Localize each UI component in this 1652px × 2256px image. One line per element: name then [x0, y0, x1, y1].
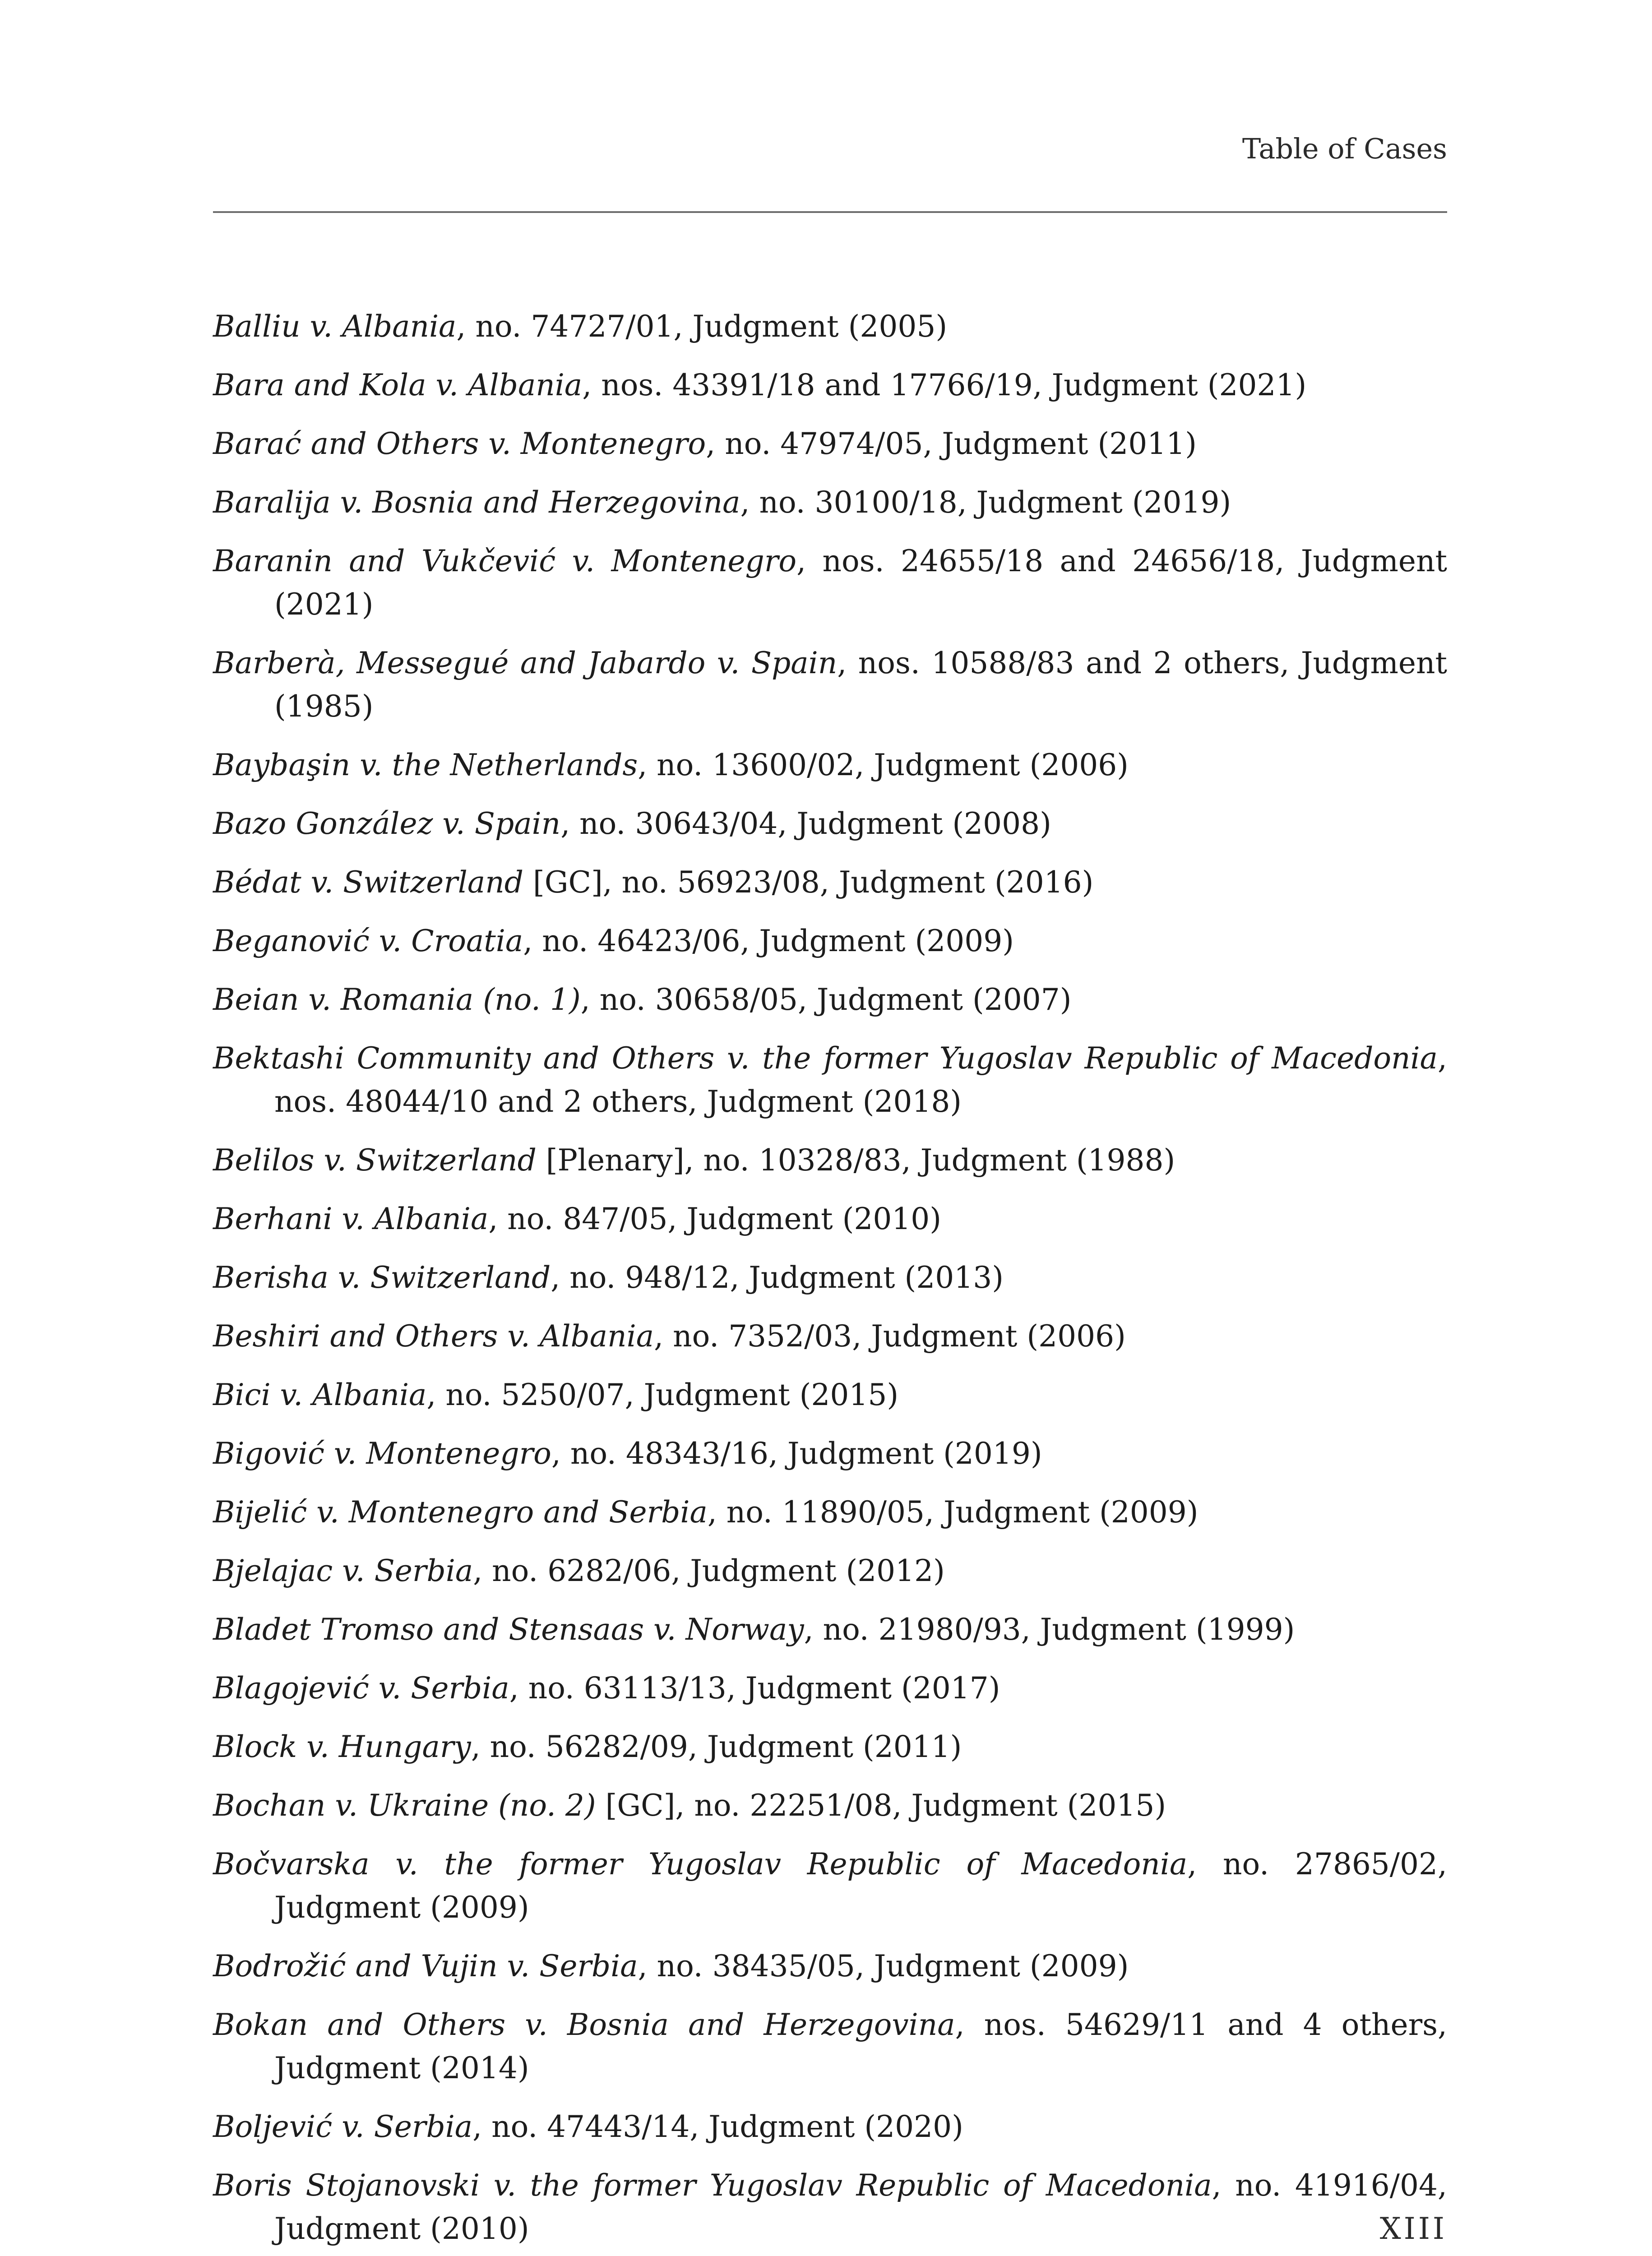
case-citation: , no. 47974/05, Judgment (2011) [706, 426, 1197, 461]
case-entry [213, 481, 1447, 524]
case-entry [213, 744, 1447, 787]
case-entry [213, 1945, 1447, 1988]
case-entry [213, 2003, 1447, 2090]
case-citation: , no. 30643/04, Judgment (2008) [560, 806, 1051, 841]
case-entry [213, 305, 1447, 348]
case-name: Bektashi Community and Others v. the former Yugoslav Republic of Macedonia [213, 1041, 1438, 1076]
case-entry [213, 1725, 1447, 1769]
case-entry [213, 1608, 1447, 1651]
case-citation: , nos. 54629/11 and 4 others, Judgment (2014) [274, 2007, 1447, 2085]
case-entry [213, 1139, 1447, 1182]
case-entry [213, 1843, 1447, 1929]
case-name: Beshiri and Others v. Albania [213, 1319, 654, 1354]
case-name: Bochan v. Ukraine (no. 2) [213, 1788, 596, 1823]
case-name: Blagojević v. Serbia [213, 1671, 509, 1706]
case-citation: , no. 47443/14, Judgment (2020) [472, 2109, 963, 2144]
case-name: Baranin and Vukčević v. Montenegro [213, 544, 797, 578]
case-name: Balliu v. Albania [213, 309, 457, 344]
case-name: Bladet Tromso and Stensaas v. Norway [213, 1612, 804, 1647]
case-entry [213, 1432, 1447, 1475]
case-name: Bijelić v. Montenegro and Serbia [213, 1495, 708, 1530]
case-name: Boljević v. Serbia [213, 2109, 473, 2144]
header-rule [213, 211, 1447, 213]
case-name: Bodrožić and Vujin v. Serbia [213, 1949, 638, 1983]
case-name: Beian v. Romania (no. 1) [213, 982, 581, 1017]
case-citation: , no. 7352/03, Judgment (2006) [654, 1319, 1126, 1354]
case-citation: [Plenary], no. 10328/83, Judgment (1988) [536, 1143, 1175, 1178]
case-citation: , no. 56282/09, Judgment (2011) [471, 1729, 962, 1764]
case-entry [213, 2105, 1447, 2149]
case-entry [213, 861, 1447, 904]
case-name: Berisha v. Switzerland [213, 1260, 551, 1295]
case-entry [213, 1373, 1447, 1417]
case-entry [213, 642, 1447, 728]
case-name: Bigović v. Montenegro [213, 1436, 551, 1471]
case-citation: , no. 38435/05, Judgment (2009) [638, 1949, 1129, 1983]
case-citation: , no. 63113/13, Judgment (2017) [509, 1671, 1000, 1706]
case-name: Berhani v. Albania [213, 1202, 489, 1236]
case-entry [213, 978, 1447, 1022]
case-citation: , nos. 43391/18 and 17766/19, Judgment (2021) [582, 368, 1307, 402]
case-citation: , no. 948/12, Judgment (2013) [551, 1260, 1004, 1295]
case-name: Bazo González v. Spain [213, 806, 561, 841]
case-entry [213, 540, 1447, 626]
case-name: Bédat v. Switzerland [213, 865, 524, 900]
case-citation: , no. 13600/02, Judgment (2006) [638, 748, 1129, 782]
case-citation: , no. 21980/93, Judgment (1999) [804, 1612, 1295, 1647]
case-name: Bjelajac v. Serbia [213, 1553, 473, 1588]
page-number: XIII [1379, 2211, 1447, 2246]
case-name: Bočvarska v. the former Yugoslav Republic of Macedonia [213, 1847, 1188, 1882]
case-name: Bara and Kola v. Albania [213, 368, 583, 402]
case-citation: , nos. 48044/10 and 2 others, Judgment (2018) [274, 1041, 1447, 1119]
case-citation: , no. 847/05, Judgment (2010) [488, 1202, 942, 1236]
case-citation: [GC], no. 22251/08, Judgment (2015) [596, 1788, 1166, 1823]
case-name: Baybaşin v. the Netherlands [213, 748, 638, 782]
case-entry [213, 1197, 1447, 1241]
case-citation: , no. 74727/01, Judgment (2005) [456, 309, 948, 344]
case-entry [213, 1315, 1447, 1358]
case-entry [213, 2164, 1447, 2251]
case-citation: , no. 5250/07, Judgment (2015) [426, 1378, 899, 1412]
case-name: Bokan and Others v. Bosnia and Herzegovina [213, 2007, 955, 2042]
table-of-cases-list [213, 305, 1447, 2256]
case-citation: , nos. 24655/18 and 24656/18, Judgment (2021) [274, 544, 1447, 622]
case-citation: , no. 48343/16, Judgment (2019) [551, 1436, 1042, 1471]
case-name: Barberà, Messegué and Jabardo v. Spain [213, 646, 838, 680]
case-entry [213, 1784, 1447, 1827]
case-name: Baralija v. Bosnia and Herzegovina [213, 485, 740, 520]
case-citation: , no. 27865/02, Judgment (2009) [274, 1847, 1447, 1925]
case-entry [213, 364, 1447, 407]
case-entry [213, 1491, 1447, 1534]
case-citation: , no. 11890/05, Judgment (2009) [707, 1495, 1199, 1530]
case-citation: , no. 46423/06, Judgment (2009) [523, 924, 1014, 958]
case-entry [213, 802, 1447, 846]
case-name: Block v. Hungary [213, 1729, 471, 1764]
case-entry [213, 1256, 1447, 1299]
case-name: Beganović v. Croatia [213, 924, 523, 958]
case-name: Boris Stojanovski v. the former Yugoslav Republic of Macedonia [213, 2168, 1212, 2203]
case-name: Bici v. Albania [213, 1378, 427, 1412]
case-entry [213, 1667, 1447, 1710]
case-citation: [GC], no. 56923/08, Judgment (2016) [523, 865, 1094, 900]
case-entry [213, 1037, 1447, 1123]
case-citation: , no. 6282/06, Judgment (2012) [473, 1553, 945, 1588]
case-citation: , nos. 10588/83 and 2 others, Judgment (1985) [274, 646, 1447, 724]
case-citation: , no. 41916/04, Judgment (2010) [274, 2168, 1447, 2246]
case-name: Belilos v. Switzerland [213, 1143, 537, 1178]
case-citation: , no. 30100/18, Judgment (2019) [740, 485, 1231, 520]
case-entry [213, 1549, 1447, 1593]
case-entry [213, 422, 1447, 466]
case-entry [213, 920, 1447, 963]
case-name: Barać and Others v. Montenegro [213, 426, 706, 461]
running-header: Table of Cases [1242, 132, 1447, 165]
case-citation: , no. 30658/05, Judgment (2007) [580, 982, 1072, 1017]
